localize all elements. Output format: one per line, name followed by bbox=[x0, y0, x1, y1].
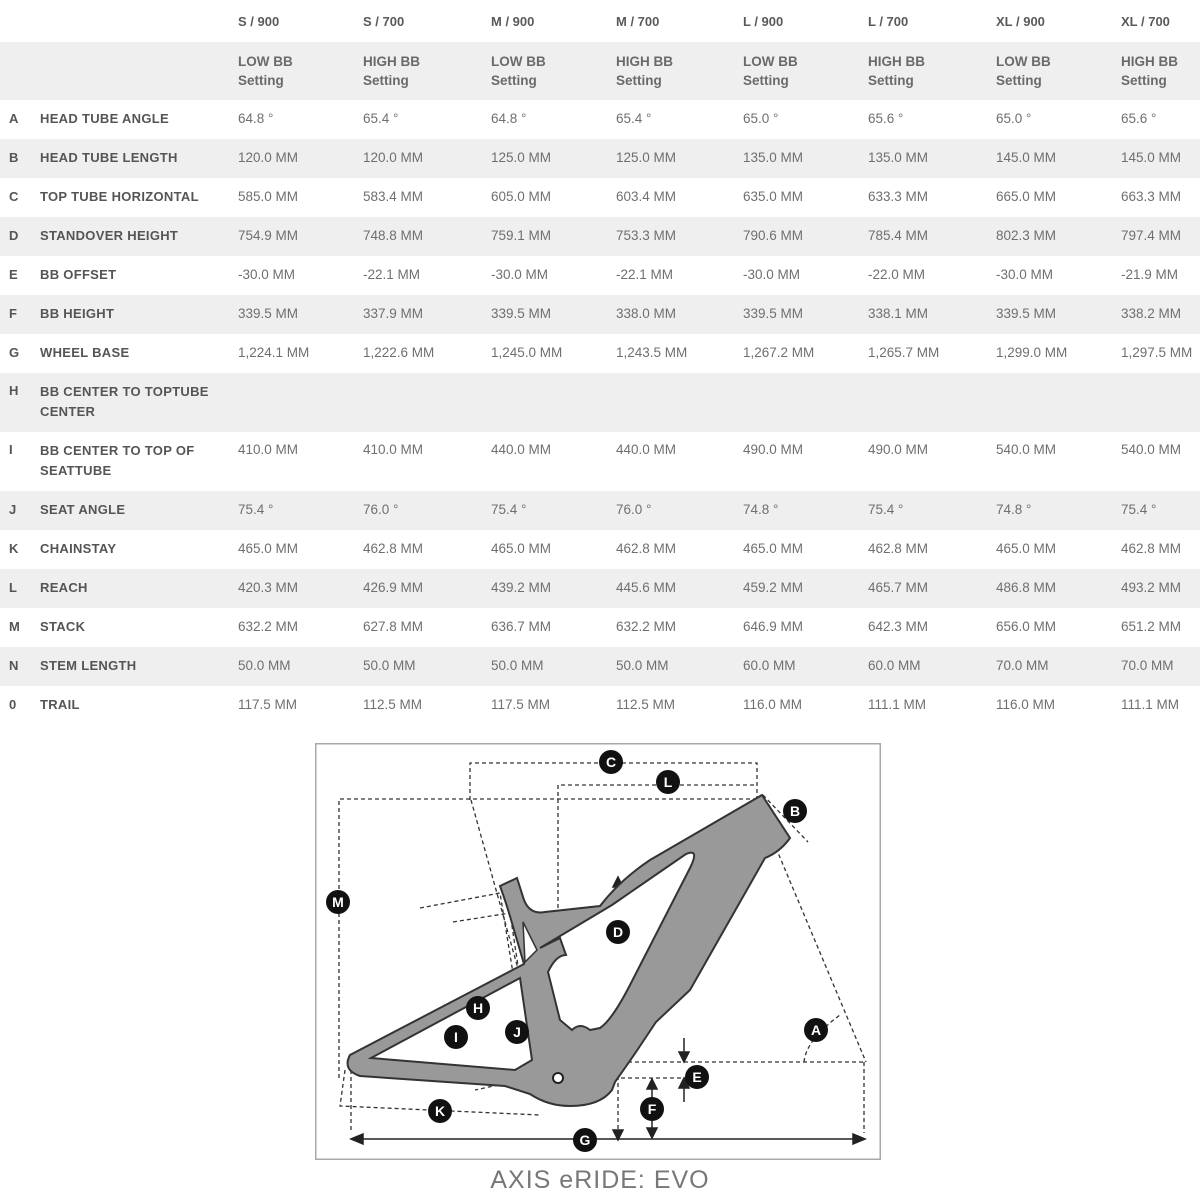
value-cell: 426.9 MM bbox=[363, 580, 424, 595]
model-caption: AXIS eRIDE: EVO bbox=[490, 1166, 710, 1194]
setting-header: HIGH BB Setting bbox=[363, 54, 420, 88]
value-cell: 663.3 MM bbox=[1121, 189, 1182, 204]
table-row bbox=[0, 569, 1200, 608]
value-cell: 339.5 MM bbox=[238, 306, 299, 321]
value-cell: 117.5 MM bbox=[238, 697, 298, 712]
value-cell: 802.3 MM bbox=[996, 228, 1057, 243]
value-cell: 1,265.7 MM bbox=[868, 345, 940, 360]
value-cell: 339.5 MM bbox=[491, 306, 552, 321]
value-cell: 651.2 MM bbox=[1121, 619, 1182, 634]
marker-k bbox=[428, 1099, 452, 1123]
svg-text:D: D bbox=[612, 924, 624, 940]
value-cell: 337.9 MM bbox=[363, 306, 424, 321]
marker-j bbox=[505, 1020, 529, 1044]
value-cell: 112.5 MM bbox=[363, 697, 423, 712]
setting-header: LOW BB Setting bbox=[996, 54, 1051, 88]
table-row bbox=[0, 139, 1200, 178]
value-cell: 338.2 MM bbox=[1121, 306, 1182, 321]
value-cell: 60.0 MM bbox=[868, 658, 921, 673]
marker-b bbox=[783, 799, 807, 823]
value-cell: -30.0 MM bbox=[491, 267, 549, 282]
size-header: XL / 700 bbox=[1121, 14, 1170, 29]
value-cell: 493.2 MM bbox=[1121, 580, 1182, 595]
value-cell: 65.6 ° bbox=[1121, 111, 1157, 126]
value-cell: 410.0 MM bbox=[238, 442, 299, 457]
value-cell: 1,222.6 MM bbox=[363, 345, 435, 360]
row-label: STACK bbox=[40, 619, 86, 634]
value-cell: 656.0 MM bbox=[996, 619, 1057, 634]
row-letter: D bbox=[9, 228, 19, 243]
value-cell: 753.3 MM bbox=[616, 228, 677, 243]
value-cell: -30.0 MM bbox=[238, 267, 296, 282]
row-letter: 0 bbox=[9, 697, 17, 712]
table-row bbox=[0, 217, 1200, 256]
row-label: WHEEL BASE bbox=[40, 345, 130, 360]
svg-text:J: J bbox=[513, 1024, 521, 1040]
value-cell: 339.5 MM bbox=[996, 306, 1057, 321]
size-header: M / 900 bbox=[491, 14, 535, 29]
value-cell: 50.0 MM bbox=[616, 658, 669, 673]
value-cell: 339.5 MM bbox=[743, 306, 804, 321]
table-row bbox=[0, 647, 1200, 686]
value-cell: 642.3 MM bbox=[868, 619, 929, 634]
setting-header: HIGH BB Setting bbox=[616, 54, 673, 88]
size-header: M / 700 bbox=[616, 14, 660, 29]
row-letter: G bbox=[9, 345, 20, 360]
value-cell: 116.0 MM bbox=[743, 697, 803, 712]
value-cell: -22.0 MM bbox=[868, 267, 926, 282]
size-header: L / 900 bbox=[743, 14, 784, 29]
row-label: HEAD TUBE LENGTH bbox=[40, 150, 178, 165]
value-cell: 50.0 MM bbox=[491, 658, 544, 673]
value-cell: 74.8 ° bbox=[996, 502, 1032, 517]
value-cell: -22.1 MM bbox=[616, 267, 674, 282]
value-cell: 50.0 MM bbox=[238, 658, 291, 673]
value-cell: 490.0 MM bbox=[743, 442, 804, 457]
table-row bbox=[0, 608, 1200, 647]
row-letter: A bbox=[9, 111, 19, 126]
value-cell: 65.4 ° bbox=[363, 111, 399, 126]
value-cell: 632.2 MM bbox=[616, 619, 677, 634]
svg-text:E: E bbox=[692, 1069, 702, 1085]
value-cell: 74.8 ° bbox=[743, 502, 779, 517]
value-cell: 60.0 MM bbox=[743, 658, 796, 673]
table-row bbox=[0, 686, 1200, 727]
value-cell: 540.0 MM bbox=[1121, 442, 1182, 457]
value-cell: 486.8 MM bbox=[996, 580, 1057, 595]
value-cell: 420.3 MM bbox=[238, 580, 299, 595]
value-cell: 748.8 MM bbox=[363, 228, 424, 243]
marker-i bbox=[444, 1025, 468, 1049]
setting-header: LOW BB Setting bbox=[491, 54, 546, 88]
row-label: TOP TUBE HORIZONTAL bbox=[40, 189, 199, 204]
value-cell: 338.0 MM bbox=[616, 306, 677, 321]
value-cell: 125.0 MM bbox=[491, 150, 552, 165]
value-cell: 440.0 MM bbox=[616, 442, 677, 457]
marker-e bbox=[685, 1065, 709, 1089]
value-cell: 117.5 MM bbox=[491, 697, 551, 712]
table-row bbox=[0, 295, 1200, 334]
row-label: HEAD TUBE ANGLE bbox=[40, 111, 169, 126]
size-header: L / 700 bbox=[868, 14, 909, 29]
marker-g bbox=[573, 1128, 597, 1152]
marker-m bbox=[326, 890, 350, 914]
size-header: S / 900 bbox=[238, 14, 280, 29]
value-cell: 111.1 MM bbox=[1121, 697, 1180, 712]
value-cell: 76.0 ° bbox=[363, 502, 399, 517]
row-label: BB OFFSET bbox=[40, 267, 117, 282]
svg-text:M: M bbox=[332, 894, 344, 910]
value-cell: -22.1 MM bbox=[363, 267, 421, 282]
value-cell: 64.8 ° bbox=[238, 111, 274, 126]
value-cell: 445.6 MM bbox=[616, 580, 677, 595]
value-cell: -30.0 MM bbox=[996, 267, 1054, 282]
value-cell: 797.4 MM bbox=[1121, 228, 1182, 243]
table-row bbox=[0, 178, 1200, 217]
value-cell: 459.2 MM bbox=[743, 580, 804, 595]
value-cell: 65.4 ° bbox=[616, 111, 652, 126]
row-label: STEM LENGTH bbox=[40, 658, 137, 673]
value-cell: 75.4 ° bbox=[868, 502, 904, 517]
value-cell: 540.0 MM bbox=[996, 442, 1057, 457]
value-cell: 465.0 MM bbox=[238, 541, 299, 556]
value-cell: 635.0 MM bbox=[743, 189, 804, 204]
row-letter: I bbox=[9, 442, 13, 457]
value-cell: 75.4 ° bbox=[491, 502, 527, 517]
row-letter: F bbox=[9, 306, 17, 321]
value-cell: 1,243.5 MM bbox=[616, 345, 688, 360]
table-row bbox=[0, 373, 1200, 432]
setting-header: LOW BB Setting bbox=[238, 54, 293, 88]
svg-text:F: F bbox=[647, 1101, 657, 1117]
row-letter: J bbox=[9, 502, 17, 517]
value-cell: 632.2 MM bbox=[238, 619, 299, 634]
marker-l bbox=[656, 770, 680, 794]
frame-diagram-svg bbox=[315, 743, 881, 1160]
size-header-row bbox=[0, 0, 1200, 42]
table-row bbox=[0, 491, 1200, 530]
value-cell: 646.9 MM bbox=[743, 619, 804, 634]
value-cell: 440.0 MM bbox=[491, 442, 552, 457]
value-cell: 465.0 MM bbox=[743, 541, 804, 556]
size-header: XL / 900 bbox=[996, 14, 1045, 29]
size-header: S / 700 bbox=[363, 14, 405, 29]
value-cell: 410.0 MM bbox=[363, 442, 424, 457]
value-cell: 1,299.0 MM bbox=[996, 345, 1068, 360]
value-cell: 1,245.0 MM bbox=[491, 345, 563, 360]
value-cell: 585.0 MM bbox=[238, 189, 299, 204]
value-cell: 665.0 MM bbox=[996, 189, 1057, 204]
row-label: SEAT ANGLE bbox=[40, 502, 126, 517]
marker-f bbox=[640, 1097, 664, 1121]
row-label: CHAINSTAY bbox=[40, 541, 117, 556]
value-cell: -21.9 MM bbox=[1121, 267, 1179, 282]
value-cell: 65.0 ° bbox=[996, 111, 1032, 126]
value-cell: 1,297.5 MM bbox=[1121, 345, 1193, 360]
value-cell: 135.0 MM bbox=[743, 150, 804, 165]
table-row bbox=[0, 334, 1200, 373]
value-cell: 135.0 MM bbox=[868, 150, 929, 165]
value-cell: 439.2 MM bbox=[491, 580, 552, 595]
svg-text:H: H bbox=[472, 1000, 484, 1016]
svg-text:C: C bbox=[605, 754, 617, 770]
value-cell: 462.8 MM bbox=[616, 541, 677, 556]
value-cell: 462.8 MM bbox=[1121, 541, 1182, 556]
value-cell: 633.3 MM bbox=[868, 189, 929, 204]
value-cell: -30.0 MM bbox=[743, 267, 801, 282]
value-cell: 145.0 MM bbox=[996, 150, 1057, 165]
value-cell: 603.4 MM bbox=[616, 189, 677, 204]
frame-geometry-diagram bbox=[315, 743, 881, 1160]
value-cell: 627.8 MM bbox=[363, 619, 424, 634]
value-cell: 785.4 MM bbox=[868, 228, 929, 243]
row-letter: K bbox=[9, 541, 19, 556]
value-cell: 465.7 MM bbox=[868, 580, 929, 595]
setting-header: LOW BB Setting bbox=[743, 54, 798, 88]
value-cell: 759.1 MM bbox=[491, 228, 552, 243]
value-cell: 145.0 MM bbox=[1121, 150, 1182, 165]
value-cell: 70.0 MM bbox=[996, 658, 1049, 673]
setting-header: HIGH BB Setting bbox=[1121, 54, 1178, 88]
table-row bbox=[0, 530, 1200, 569]
setting-header: HIGH BB Setting bbox=[868, 54, 925, 88]
value-cell: 465.0 MM bbox=[996, 541, 1057, 556]
row-letter: B bbox=[9, 150, 19, 165]
value-cell: 636.7 MM bbox=[491, 619, 552, 634]
value-cell: 76.0 ° bbox=[616, 502, 652, 517]
row-label: TRAIL bbox=[40, 697, 80, 712]
table-row bbox=[0, 256, 1200, 295]
value-cell: 338.1 MM bbox=[868, 306, 929, 321]
row-letter: E bbox=[9, 267, 18, 282]
value-cell: 605.0 MM bbox=[491, 189, 552, 204]
svg-text:I: I bbox=[454, 1029, 458, 1045]
svg-text:K: K bbox=[434, 1103, 446, 1119]
marker-a bbox=[804, 1018, 828, 1042]
value-cell: 65.6 ° bbox=[868, 111, 904, 126]
row-label: REACH bbox=[40, 580, 88, 595]
svg-text:A: A bbox=[810, 1022, 822, 1038]
value-cell: 112.5 MM bbox=[616, 697, 676, 712]
marker-d bbox=[606, 920, 630, 944]
value-cell: 116.0 MM bbox=[996, 697, 1056, 712]
value-cell: 70.0 MM bbox=[1121, 658, 1174, 673]
svg-text:L: L bbox=[663, 774, 673, 790]
value-cell: 75.4 ° bbox=[238, 502, 274, 517]
value-cell: 1,224.1 MM bbox=[238, 345, 310, 360]
value-cell: 50.0 MM bbox=[363, 658, 416, 673]
value-cell: 490.0 MM bbox=[868, 442, 929, 457]
row-letter: N bbox=[9, 658, 19, 673]
row-letter: C bbox=[9, 189, 19, 204]
value-cell: 111.1 MM bbox=[868, 697, 927, 712]
row-label: BB CENTER TO TOP OF SEATTUBE bbox=[40, 443, 195, 478]
value-cell: 125.0 MM bbox=[616, 150, 677, 165]
value-cell: 120.0 MM bbox=[238, 150, 299, 165]
table-row bbox=[0, 432, 1200, 491]
value-cell: 75.4 ° bbox=[1121, 502, 1157, 517]
marker-h bbox=[466, 996, 490, 1020]
svg-text:G: G bbox=[579, 1132, 591, 1148]
row-letter: M bbox=[9, 619, 20, 634]
value-cell: 462.8 MM bbox=[868, 541, 929, 556]
value-cell: 465.0 MM bbox=[491, 541, 552, 556]
value-cell: 583.4 MM bbox=[363, 189, 424, 204]
value-cell: 64.8 ° bbox=[491, 111, 527, 126]
value-cell: 1,267.2 MM bbox=[743, 345, 815, 360]
value-cell: 120.0 MM bbox=[363, 150, 424, 165]
bb-center-point bbox=[553, 1073, 563, 1083]
row-label: STANDOVER HEIGHT bbox=[40, 228, 179, 243]
svg-text:B: B bbox=[789, 803, 801, 819]
value-cell: 754.9 MM bbox=[238, 228, 299, 243]
marker-c bbox=[599, 750, 623, 774]
value-cell: 65.0 ° bbox=[743, 111, 779, 126]
value-cell: 790.6 MM bbox=[743, 228, 804, 243]
value-cell: 462.8 MM bbox=[363, 541, 424, 556]
row-label: BB HEIGHT bbox=[40, 306, 115, 321]
setting-header-row bbox=[0, 42, 1200, 100]
row-letter: H bbox=[9, 383, 19, 398]
table-row bbox=[0, 100, 1200, 139]
row-label: BB CENTER TO TOPTUBE CENTER bbox=[40, 384, 209, 419]
row-letter: L bbox=[9, 580, 17, 595]
